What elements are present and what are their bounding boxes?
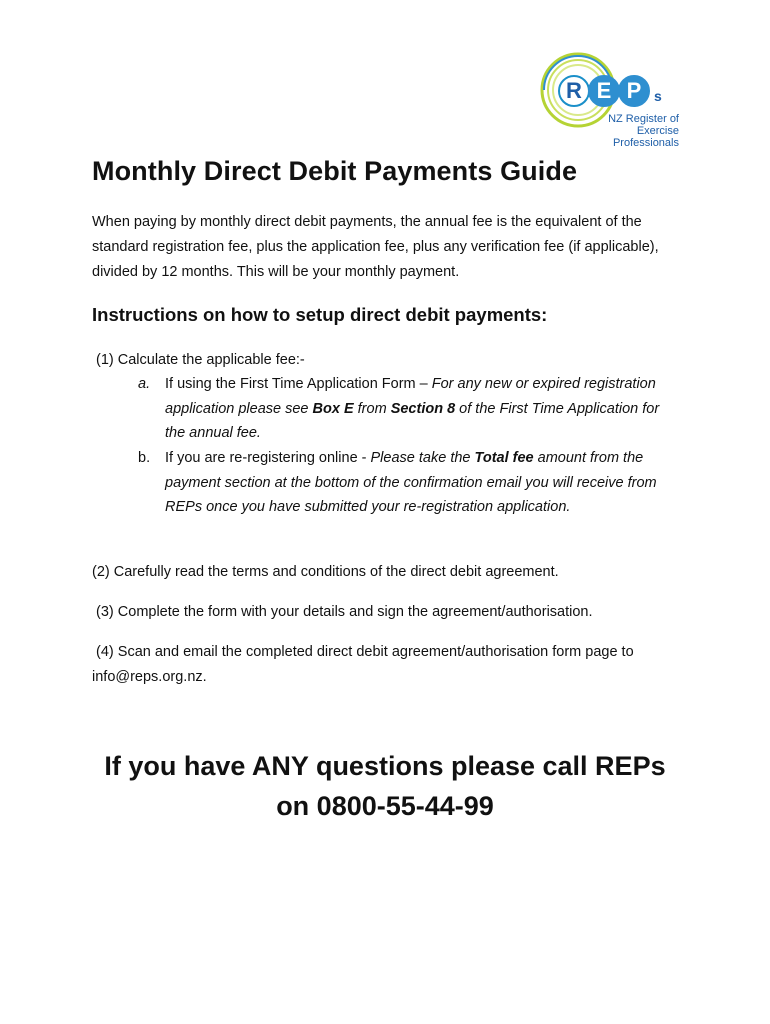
step-3: (3) Complete the form with your details and sign the agreement/authorisation. (92, 604, 593, 620)
logo-letters (558, 74, 662, 108)
intro-paragraph: When paying by monthly direct debit payments, the annual fee is the equivalent of the standard registration fee, plus the application fee, plus any verification fee (if applicable), divided by 12 months. This will be your monthly payment. (92, 214, 659, 280)
box-e-reference: Box E (312, 400, 354, 417)
contact-line-1: If you have ANY questions please call REPs (104, 751, 666, 781)
step-1a-text: If using the First Time Application Form – (165, 376, 432, 392)
contact-line-2: on 0800-55-44-99 (276, 791, 494, 821)
logo-suffix: s (654, 88, 662, 104)
step-1-text: (1) Calculate the applicable fee:- (96, 352, 305, 368)
step-1a-italic-text: For any new or expired registration application please see (165, 376, 656, 417)
contact-callout (0, 746, 770, 826)
step-1a-item (138, 372, 678, 446)
step-4 (92, 640, 662, 690)
step-1-label (92, 348, 682, 373)
step-1b-body (165, 446, 678, 520)
step-1b-text: If you are re-registering online - (165, 450, 371, 466)
page-title: Monthly Direct Debit Payments Guide (92, 156, 578, 186)
reps-logo (536, 50, 696, 149)
logo-letter-e: E (588, 75, 620, 107)
step-1a-tail-text: of the First Time Application for the annual fee. (165, 400, 660, 441)
logo-tagline-line1: NZ Register of (608, 113, 679, 125)
instructions-heading: Instructions on how to setup direct debit payments: (92, 304, 548, 325)
step-2: (2) Carefully read the terms and conditions of the direct debit agreement. (92, 564, 559, 580)
step-1a-body (165, 372, 678, 446)
logo-tagline (569, 113, 679, 149)
logo-tagline-line2: Exercise Professionals (612, 125, 679, 149)
step-4-text: (4) Scan and email the completed direct debit agreement/authorisation form page to info@reps.org.nz. (92, 644, 638, 685)
step-1b-marker: b. (138, 450, 151, 466)
step-1b-italic-text: Please take the (370, 450, 475, 466)
step-1b-item (138, 446, 678, 520)
logo-letter-r: R (558, 75, 590, 107)
step-1a-from-text: from (353, 400, 391, 417)
step-1b-tail-text: amount from the payment section at the bottom of the confirmation email you will receive from REPs once you have submitted your re-registration application. (165, 450, 657, 515)
total-fee-reference: Total fee (474, 450, 534, 466)
step-1a-marker: a. (138, 376, 151, 392)
logo-letter-p: P (618, 75, 650, 107)
section-8-reference: Section 8 (390, 400, 456, 417)
